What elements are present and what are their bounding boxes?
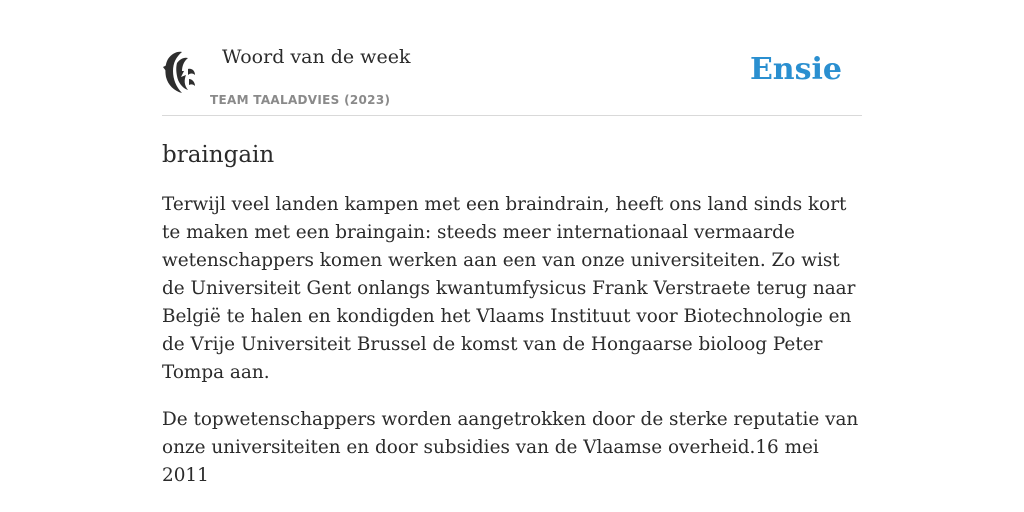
flemish-lion-logo-icon bbox=[162, 49, 198, 95]
ensie-brand-link[interactable]: Ensie bbox=[749, 52, 842, 87]
entry-paragraph-1: Terwijl veel landen kampen met een braindrain, heeft ons land sinds kort te maken met een braingain: steeds meer internationaal vermaarde wetenschappers komen werken aan een van onze universiteiten. Zo wist de Universiteit Gent onlangs kwantumfysicus Frank Verstraete terug naar België te halen en kondigden het Vlaams Instituut voor Biotechnologie en de Vrije Universiteit Brussel de komst van de Hongaarse bioloog Peter Tompa aan. bbox=[162, 194, 856, 383]
author-byline: TEAM TAALADVIES (2023) bbox=[210, 93, 391, 107]
entry-card bbox=[162, 40, 862, 490]
entry-word: braingain bbox=[162, 142, 275, 168]
entry-header bbox=[162, 40, 862, 116]
series-title: Woord van de week bbox=[222, 46, 411, 68]
entry-paragraph-2: De topwetenschappers worden aangetrokken door de sterke reputatie van onze universiteiten en door subsidies van de Vlaamse overheid.16 mei 2011 bbox=[162, 409, 859, 486]
